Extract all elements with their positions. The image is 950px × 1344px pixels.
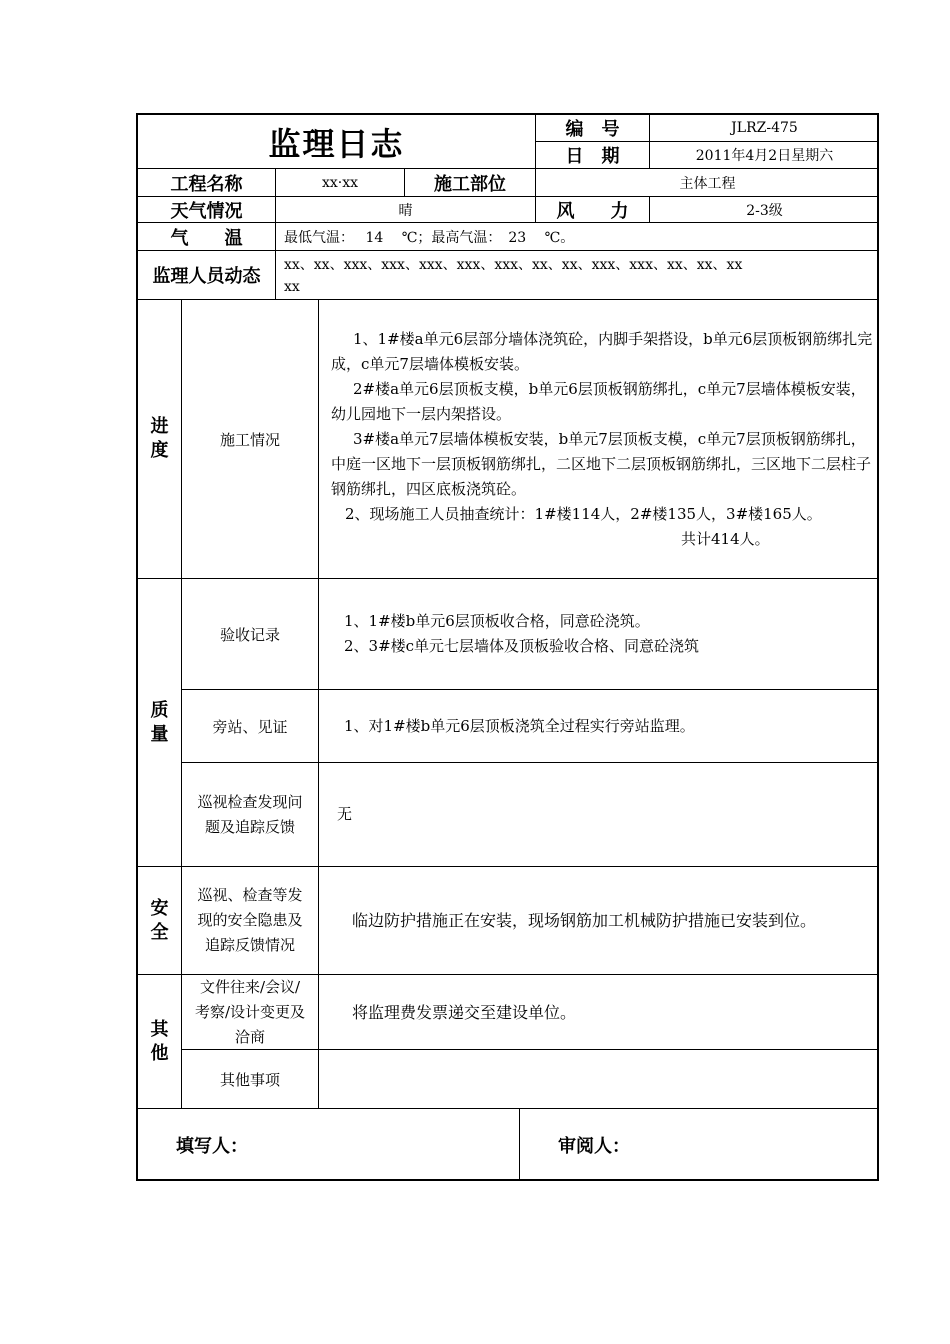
- label-char: 他: [150, 1042, 169, 1064]
- label-line: 现的安全隐患及: [197, 911, 303, 929]
- label-char: 全: [150, 921, 169, 943]
- other-section-label: [138, 975, 181, 1108]
- acceptance-text: [344, 579, 874, 689]
- part-label: 施工部位: [434, 173, 506, 195]
- acceptance-line: 2、3#楼c单元七层墙体及顶板验收合格、同意砼浇筑: [344, 637, 700, 655]
- patrol-text: 无: [337, 805, 353, 823]
- documents-text: 将监理费发票递交至建设单位。: [352, 1002, 577, 1022]
- supervision-log-form: [136, 113, 879, 1181]
- misc-label: 其他事项: [219, 1070, 280, 1089]
- safety-section-label: [138, 867, 181, 974]
- number-value: JLRZ-475: [731, 120, 798, 136]
- label-char: 量: [150, 723, 169, 745]
- witness-label: 旁站、见证: [212, 717, 288, 736]
- quality-section-label: [138, 579, 181, 866]
- safety-label: [182, 867, 318, 974]
- misc-text: [337, 1050, 867, 1108]
- total-line: 共计414人。: [681, 529, 770, 548]
- date-value: 2011年4月2日星期六: [695, 148, 834, 164]
- acceptance-line: 1、1#楼b单元6层顶板收合格，同意砼浇筑。: [344, 612, 650, 630]
- label-char: 质: [150, 699, 169, 721]
- paragraph: 2#楼a单元6层顶板支模，b单元6层顶板钢筋绑扎，c单元7层墙体模板安装，幼儿园地下一层内架搭设。: [331, 379, 866, 423]
- staff-label: 监理人员动态: [152, 266, 261, 287]
- construction-status-text: [331, 300, 875, 578]
- reviewer-label: 审阅人：: [558, 1136, 630, 1157]
- label-char: 进: [150, 416, 169, 437]
- safety-text: 临边防护措施正在安装，现场钢筋加工机械防护措施已安装到位。: [352, 911, 817, 930]
- rule: [275, 250, 276, 299]
- project-value: xx·xx: [321, 174, 359, 191]
- label-line: 巡视检查发现问: [197, 792, 303, 811]
- documents-label: [182, 975, 318, 1049]
- project-label: 工程名称: [170, 173, 243, 195]
- temperature-value: 最低气温： 14 ℃；最高气温： 23 ℃。: [284, 229, 575, 246]
- patrol-label: [182, 763, 318, 866]
- witness-text: 1、对1#楼b单元6层顶板浇筑全过程实行旁站监理。: [344, 716, 695, 735]
- date-label: 日 期: [565, 146, 620, 167]
- staff-line: xx: [284, 279, 300, 295]
- part-value: 主体工程: [679, 175, 736, 192]
- staff-value: [284, 251, 874, 299]
- paragraph: 1、1#楼a单元6层部分墙体浇筑砼，内脚手架搭设，b单元6层顶板钢筋绑扎完成，c单元7层墙体模板安装。: [331, 329, 873, 373]
- page-title: 监理日志: [268, 124, 405, 163]
- label-line: 洽商: [234, 1027, 265, 1046]
- label-line: 题及追踪反馈: [204, 817, 295, 836]
- acceptance-label: 验收记录: [219, 625, 280, 644]
- temperature-label: 气 温: [170, 227, 243, 249]
- label-line: 文件往来/会议/: [199, 977, 301, 996]
- paragraph: 3#楼a单元7层墙体模板安装，b单元7层顶板支模，c单元7层顶板钢筋绑扎，中庭一区地下一层顶板钢筋绑扎，二区地下二层顶板钢筋绑扎，三区地下二层柱子钢筋绑扎，四区底板浇筑砼。: [331, 429, 872, 498]
- wind-value: 2-3级: [746, 202, 783, 219]
- progress-section-label: [138, 300, 181, 578]
- construction-status-label: 施工情况: [219, 430, 280, 449]
- filler-label: 填写人：: [176, 1136, 248, 1157]
- label-line: 追踪反馈情况: [204, 936, 295, 954]
- label-char: 度: [150, 440, 169, 461]
- paragraph: 2、现场施工人员抽查统计：1#楼114人，2#楼135人，3#楼165人。: [345, 504, 822, 523]
- label-line: 考察/设计变更及: [194, 1002, 306, 1021]
- number-label: 编 号: [565, 119, 620, 140]
- weather-value: 晴: [398, 202, 413, 219]
- label-line: 巡视、检查等发: [197, 886, 303, 904]
- label-char: 其: [150, 1018, 169, 1040]
- wind-label: 风 力: [556, 200, 629, 222]
- label-char: 安: [150, 897, 169, 919]
- staff-line: xx、xx、xxx、xxx、xxx、xxx、xxx、xx、xx、xxx、xxx、xx、xx、xx: [284, 257, 743, 273]
- weather-label: 天气情况: [170, 200, 243, 222]
- rule: [519, 1108, 520, 1181]
- rule: [318, 299, 319, 1108]
